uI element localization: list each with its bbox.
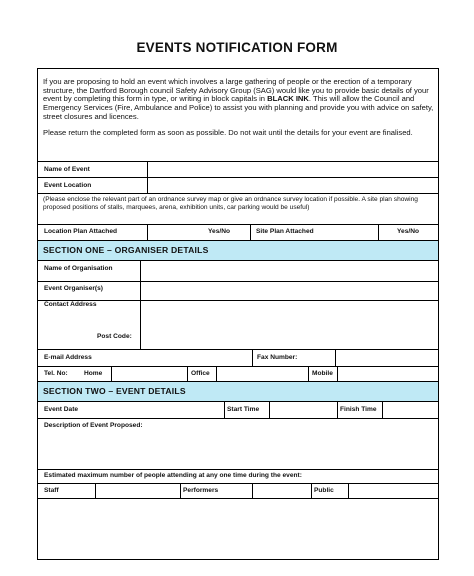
location-note: (Please enclose the relevant part of an ordnance survey map or give an ordnance survey location if possible. A site plan showing proposed positions of stalls, marquees, arena, exhibition units, car parking would be useful) <box>43 196 418 212</box>
name-of-organisation-label: Name of Organisation <box>44 265 113 272</box>
column-divider <box>147 224 148 240</box>
intro-text-part-1: If you are proposing to hold an event which involves a large gathering of people or the erection of a temporary structure, the Dartford Borough council Safety Advisory Group (SAG) would like you to provide basic details of your event by completing this form in type, or writing in block capitals in <box>43 77 429 104</box>
section-two-heading: SECTION TWO – EVENT DETAILS <box>43 386 186 396</box>
divider <box>38 161 438 162</box>
divider <box>38 193 438 194</box>
column-divider <box>337 366 338 381</box>
divider <box>38 349 438 350</box>
column-divider <box>269 401 270 418</box>
column-divider <box>111 366 112 381</box>
event-organisers-label: Event Organiser(s) <box>44 285 103 292</box>
events-notification-form <box>37 68 439 560</box>
site-plan-attached-label: Site Plan Attached <box>256 228 314 235</box>
intro-text <box>43 78 435 137</box>
divider <box>38 418 438 419</box>
event-location-label: Event Location <box>44 182 92 189</box>
home-label: Home <box>84 370 103 377</box>
name-of-event-label: Name of Event <box>44 166 90 173</box>
divider <box>38 498 438 499</box>
column-divider <box>311 483 312 498</box>
column-divider <box>147 161 148 193</box>
office-label: Office <box>191 370 210 377</box>
tel-no-label: Tel. No: <box>44 370 68 377</box>
divider <box>38 401 438 402</box>
column-divider <box>348 483 349 498</box>
column-divider <box>252 483 253 498</box>
location-plan-attached-label: Location Plan Attached <box>44 228 118 235</box>
divider <box>38 483 438 484</box>
location-plan-yes-no: Yes/No <box>208 228 230 235</box>
column-divider <box>95 483 96 498</box>
description-label: Description of Event Proposed: <box>44 422 143 429</box>
intro-paragraph-2: Please return the completed form as soon as possible. Do not wait until the details for your event are finalised. <box>43 127 413 137</box>
column-divider <box>216 366 217 381</box>
divider <box>38 469 438 470</box>
post-code-label: Post Code: <box>97 333 132 340</box>
column-divider <box>337 401 338 418</box>
divider <box>38 366 438 367</box>
divider <box>38 177 438 178</box>
staff-label: Staff <box>44 487 59 494</box>
column-divider <box>378 224 379 240</box>
column-divider <box>250 224 251 240</box>
form-title: EVENTS NOTIFICATION FORM <box>136 40 338 55</box>
divider <box>38 281 438 282</box>
estimated-max-label: Estimated maximum number of people attending at any one time during the event: <box>44 472 302 479</box>
finish-time-label: Finish Time <box>340 406 377 413</box>
divider <box>38 260 438 261</box>
intro-paragraph-1 <box>43 78 435 122</box>
public-label: Public <box>314 487 334 494</box>
column-divider <box>252 349 253 366</box>
fax-number-label: Fax Number: <box>257 354 298 361</box>
column-divider <box>140 260 141 300</box>
performers-label: Performers <box>183 487 219 494</box>
column-divider <box>187 366 188 381</box>
column-divider <box>140 300 141 349</box>
email-address-label: E-mail Address <box>44 354 92 361</box>
contact-address-label: Contact Address <box>44 301 97 308</box>
column-divider <box>335 349 336 366</box>
column-divider <box>180 483 181 498</box>
intro-text-part-2: . This will allow the Council and Emergency Services (Fire, Ambulance and Police) to assist you with planning and provide you with advice on safety, street closures and licences. <box>43 94 434 121</box>
start-time-label: Start Time <box>227 406 260 413</box>
event-date-label: Event Date <box>44 406 79 413</box>
column-divider <box>308 366 309 381</box>
site-plan-yes-no: Yes/No <box>397 228 419 235</box>
black-ink-emphasis: BLACK INK <box>267 94 309 104</box>
divider <box>38 300 438 301</box>
column-divider <box>224 401 225 418</box>
section-one-heading: SECTION ONE – ORGANISER DETAILS <box>43 245 209 255</box>
column-divider <box>382 401 383 418</box>
mobile-label: Mobile <box>312 370 333 377</box>
